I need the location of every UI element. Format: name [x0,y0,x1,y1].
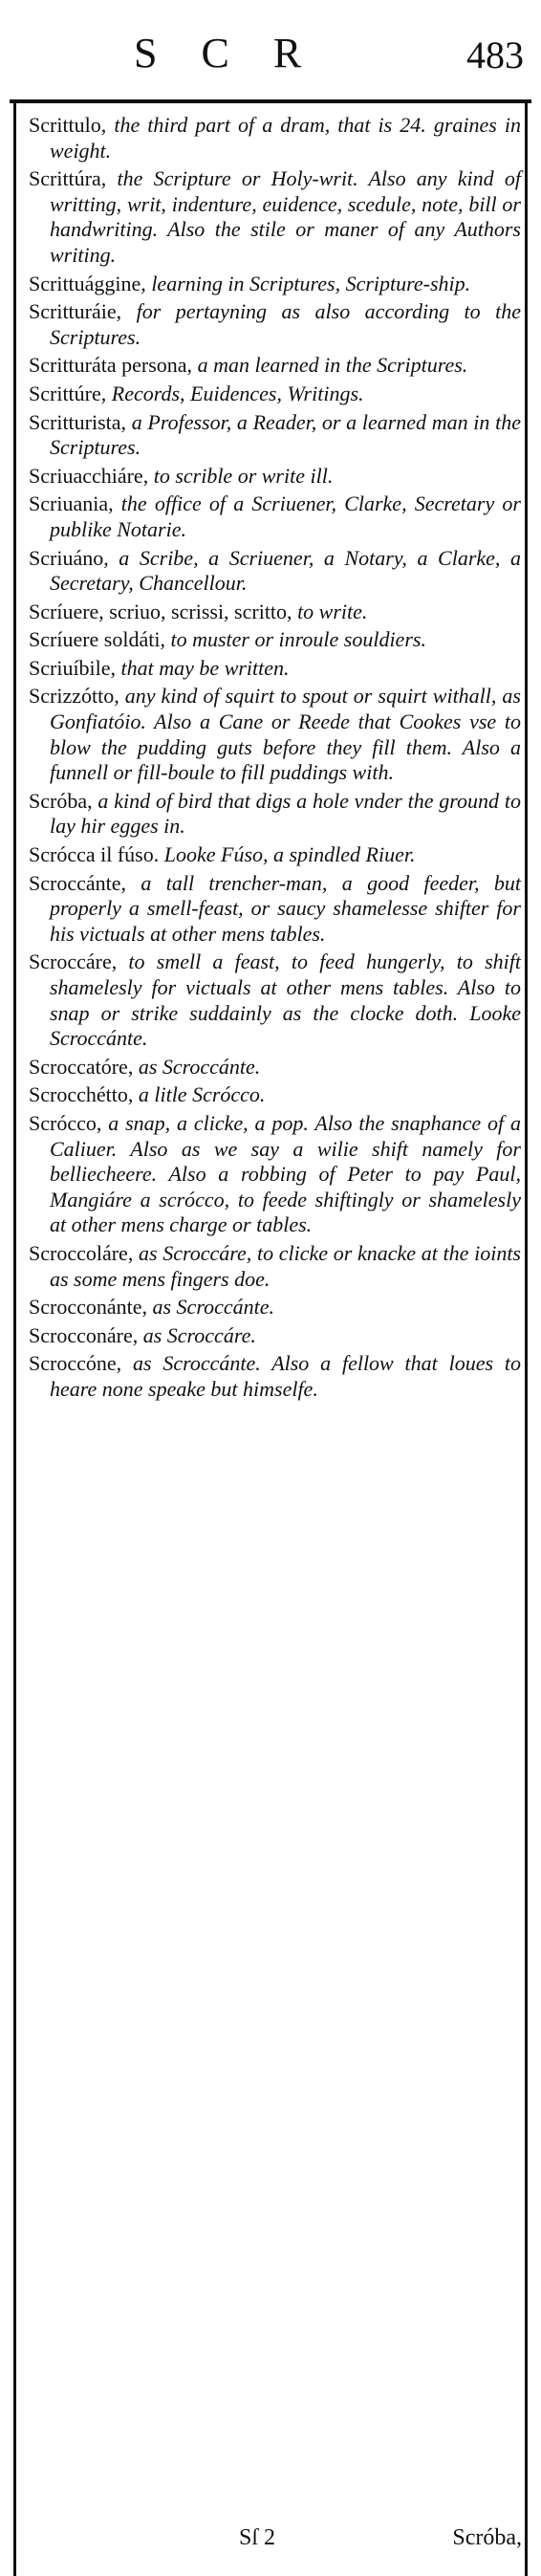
headword: Scrocchétto, [29,1082,134,1107]
dictionary-entry [29,871,521,948]
headword: Scriuania, [29,491,114,516]
headword: Scriuíbile, [29,655,117,680]
definition: as Scroccáre, to clicke or knacke at the ioints as some mens fingers doe. [50,1240,521,1291]
headword: Scríuere, scriuo, scrissi, scritto, [29,599,292,623]
definition: a tall trencher-man, a good feeder, but properly a smell-feast, or saucy shamelesse shifter for his victuals at other mens tables. [50,870,521,946]
dictionary-entry [29,272,521,297]
definition: for pertayning as also according to the Scriptures. [50,299,521,349]
page-header [0,29,541,82]
definition: a Professor, a Reader, or a learned man in the Scriptures. [50,409,521,460]
dictionary-entry [29,410,521,461]
headword: Scritturáta persona, [29,353,193,378]
definition: a litle Scrócco. [133,1082,266,1107]
headword: Scroccóne, [29,1351,122,1376]
dictionary-entry [29,464,521,490]
headword: Scrittuággine, [29,271,146,295]
page-number: 483 [466,33,524,76]
headword: Scrocconáre, [29,1322,139,1347]
dictionary-entry [29,1323,521,1349]
dictionary-entry [29,166,521,268]
dictionary-entry [29,950,521,1051]
headword: Scrittúre, [29,381,107,405]
definition: that may be written. [116,655,290,680]
headword: Scroccáre, [29,950,118,974]
dictionary-entry [29,1111,521,1238]
definition: as Scroccánte. Also a fellow that loues to heare none speake but himselfe. [50,1351,521,1401]
dictionary-entry [29,656,521,682]
definition: to muster or inroule souldiers. [164,627,426,652]
headword: Scroccoláre, [29,1240,134,1265]
definition: to scrible or write ill. [148,463,334,488]
headword: Scrócca il fúso. [29,842,160,867]
header-rule [10,99,531,103]
left-column-rule [13,99,16,2576]
headword: Scritturáie, [29,299,122,324]
definition: Looke Fúso, a spindled Riuer. [159,842,416,867]
dictionary-entry [29,842,521,868]
definition: Records, Euidences, Writings. [106,381,364,405]
dictionary-entry [29,491,521,542]
definition: the Scripture or Holy-writ. Also any kind of writting, writ, indenture, euidence, scedule, note, bill or handwriting. Also the stile or maner of any Authors writing. [50,166,521,267]
definition: to smell a feast, to feed hungerly, to shift shamelesly for victuals at other mens tables. Also to snap or strike suddainly as the clocke doth. Looke Scroccánte. [50,950,521,1051]
headword: Scriuacchiáre, [29,463,149,488]
dictionary-entry [29,113,521,164]
headword: Scroccatóre, [29,1054,134,1079]
dictionary-entry [29,1351,521,1402]
definition: a man learned in the Scriptures. [192,353,468,378]
definition: a snap, a clicke, a pop. Also the snaphance of a Caliuer. Also as we say a wilie shift namely for belliecheere. Also a robbing of Peter to pay Paul, Mangiáre a scrócco, to feede shiftingly or shamelesly at other mens charge or tables. [50,1110,521,1237]
definition: to write. [292,599,368,623]
definition: as Scroccánte. [133,1054,261,1079]
catchword: Scróba, [452,2525,522,2550]
dictionary-entry [29,1082,521,1108]
headword: Scrocconánte, [29,1295,147,1320]
running-head: SCR [134,30,346,76]
dictionary-entry [29,789,521,840]
dictionary-entry [29,684,521,785]
right-column-rule [525,99,528,2576]
definition: the third part of a dram, that is 24. graines in weight. [50,113,521,163]
headword: Scríuere soldáti, [29,627,165,652]
definition: the office of a Scriuener, Clarke, Secretary or publike Notarie. [50,491,521,541]
dictionary-entry [29,600,521,625]
headword: Scrittulo, [29,113,107,137]
dictionary-entry [29,546,521,597]
dictionary-entry [29,1055,521,1081]
headword: Scrittúra, [29,166,107,191]
signature-mark: Sſ 2 [239,2525,276,2550]
definition: a Scribe, a Scriuener, a Notary, a Clarke, a Secretary, Chancellour. [50,545,521,596]
headword: Scriuáno, [29,545,109,570]
headword: Scrócco, [29,1110,102,1135]
dictionary-entry [29,353,521,379]
dictionary-entry [29,1241,521,1292]
headword: Scrizzótto, [29,684,119,709]
dictionary-entry [29,1295,521,1321]
definition: a kind of bird that digs a hole vnder the ground to lay hir egges in. [50,788,521,839]
dictionary-entry [29,299,521,350]
page-footer [29,2525,522,2564]
headword: Scritturista, [29,409,127,434]
definition: as Scroccáre. [138,1322,256,1347]
entry-list [29,113,521,1406]
headword: Scróba, [29,788,93,813]
dictionary-entry [29,382,521,407]
definition: as Scroccánte. [147,1295,274,1320]
definition: any kind of squirt to spout or squirt withall, as Gonfiatóio. Also a Cane or Reede that Cookes vse to blow the pudding guts before they fill them. Also a funnell or fill-boule to fill puddings with. [50,684,521,785]
dictionary-entry [29,627,521,653]
headword: Scroccánte, [29,870,126,895]
definition: learning in Scriptures, Scripture-ship. [145,271,471,295]
